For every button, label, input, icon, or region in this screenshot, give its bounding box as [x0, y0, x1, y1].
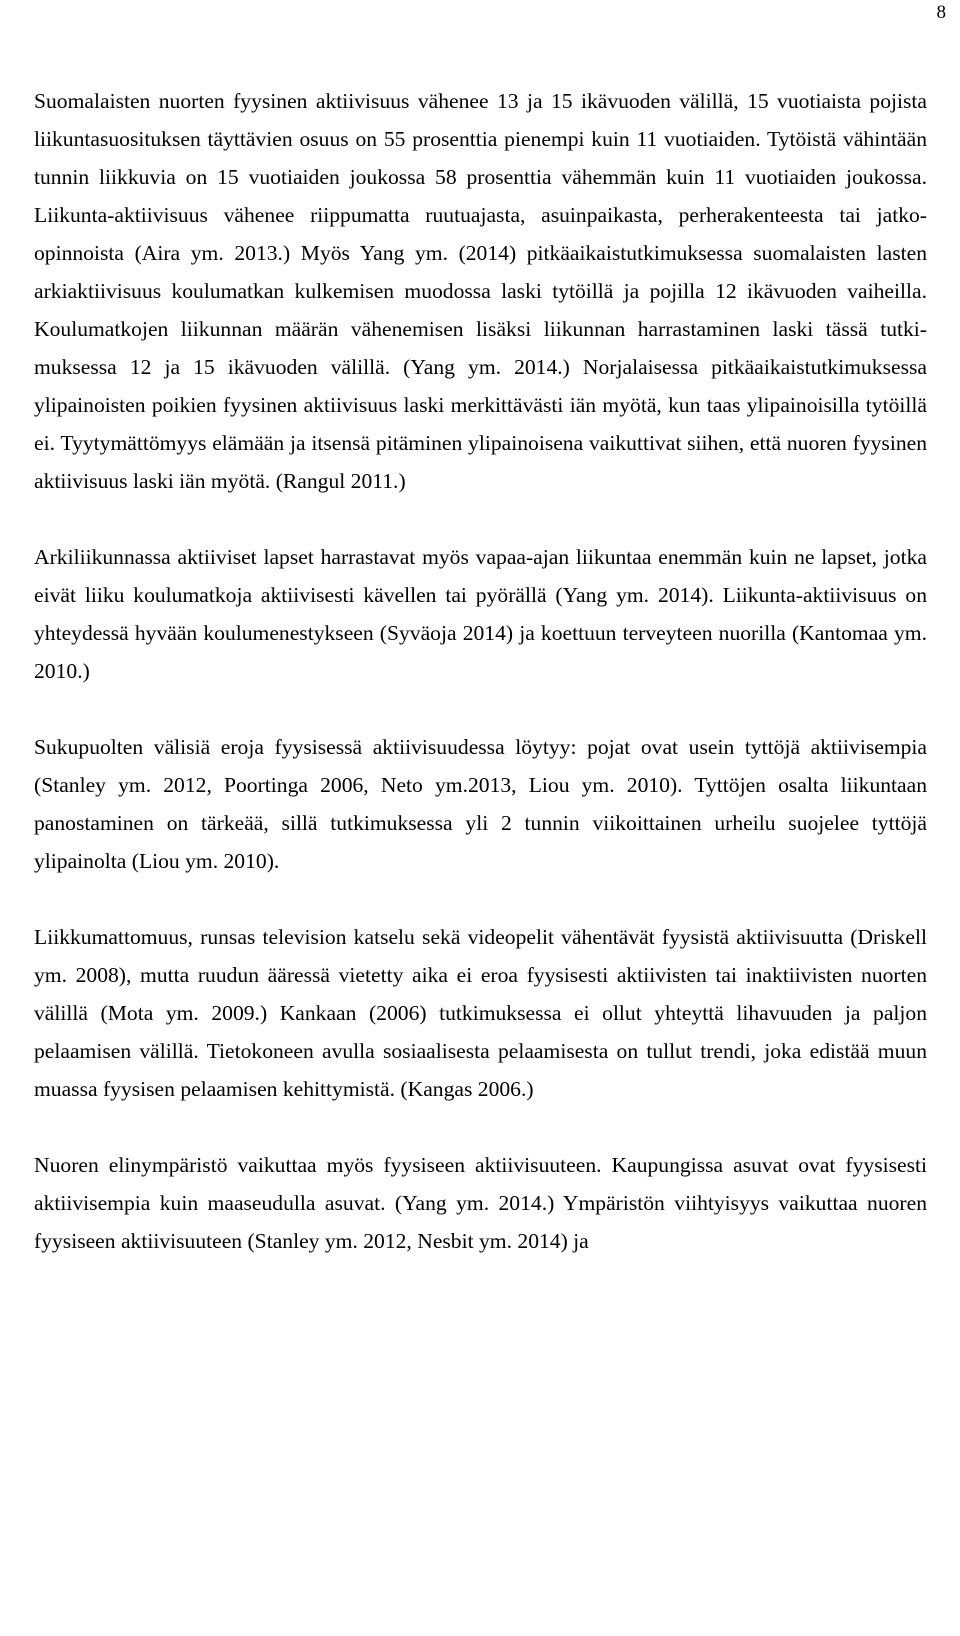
- paragraph-living-environment: Nuoren elinympäristö vaikuttaa myös fyysiseen aktiivisuuteen. Kaupungissa asuvat ovat fyysisesti aktiivisempia kuin maaseudulla asuvat. (Yang ym. 2014.) Ympäristön viihtyisyys vaikuttaa nuoren fyysiseen aktiivisuuteen (Stanley ym. 2012, Nesbit ym. 2014) ja: [34, 1153, 927, 1253]
- paragraph-everyday-activity: Arkiliikunnassa aktiiviset lapset harrastavat myös vapaa-ajan liikuntaa enemmän kuin ne lapset, jotka eivät liiku koulumatkoja aktiivisesti kävellen tai pyörällä (Yang ym. 2014). Liikunta-aktiivisuus on yhteydessä hyvään koulumenestykseen (Syväoja 2014) ja koettuun terveyteen nuorilla (Kantomaa ym. 2010.): [34, 545, 927, 683]
- page-number: 8: [936, 2, 946, 23]
- paragraph-screen-time: Liikkumattomuus, runsas television katselu sekä videopelit vähentävät fyysistä aktiivisuutta (Driskell ym. 2008), mutta ruudun ääressä vietetty aika ei eroa fyysisesti aktiivisten tai inaktiivisten nuorten välillä (Mota ym. 2009.) Kankaan (2006) tutkimuksessa ei ollut yhteyttä lihavuuden ja paljon pelaamisen välillä. Tietokoneen avulla sosiaalisesta pelaamisesta on tullut trendi, joka edistää muun muassa fyysisen pelaamisen kehittymistä. (Kangas 2006.): [34, 925, 927, 1101]
- paragraph-gender-differences: Sukupuolten välisiä eroja fyysisessä aktiivisuudessa löytyy: pojat ovat usein tyttöjä aktiivisempia (Stanley ym. 2012, Poortinga 2006, Neto ym.2013, Liou ym. 2010). Tyttöjen osalta liikuntaan panostaminen on tärkeää, sillä tutkimuksessa yli 2 tunnin viikoittainen urheilu suojelee tyttöjä ylipainolta (Liou ym. 2010).: [34, 735, 927, 873]
- paragraph-physical-activity-decline: Suomalaisten nuorten fyysinen aktiivisuus vähenee 13 ja 15 ikävuoden välillä, 15 vuotiaista pojista liikuntasuosituksen täyttävien osuus on 55 prosenttia pienempi kuin 11 vuotiaiden. Tytöistä vähintään tunnin liikkuvia on 15 vuotiaiden joukossa 58 prosenttia vähemmän kuin 11 vuotiaiden joukossa. Liikunta-aktiivisuus vähenee riippumatta ruutuajasta, asuinpaikasta, perherakenteesta tai jatko-opinnoista (Aira ym. 2013.) Myös Yang ym. (2014) pitkäaikaistutkimuksessa suomalaisten lasten arkiaktiivisuus koulumatkan kulkemisen muodossa laski tytöillä ja pojilla 12 ikävuoden vaiheilla. Koulumatkojen liikunnan määrän vähenemisen lisäksi liikunnan harrastaminen laski tässä tutkimuksessa 12 ja 15 ikävuoden välillä. (Yang ym. 2014.) Norjalaisessa pitkäaikaistutkimuksessa ylipainoisten poikien fyysinen aktiivisuus laski merkittävästi iän myötä, kun taas ylipainoisilla tytöillä ei. Tyytymättömyys elämään ja itsensä pitäminen ylipainoisena vaikuttivat siihen, että nuoren fyysinen aktiivisuus laski iän myötä. (Rangul 2011.): [34, 89, 927, 493]
- document-body: [34, 82, 927, 1260]
